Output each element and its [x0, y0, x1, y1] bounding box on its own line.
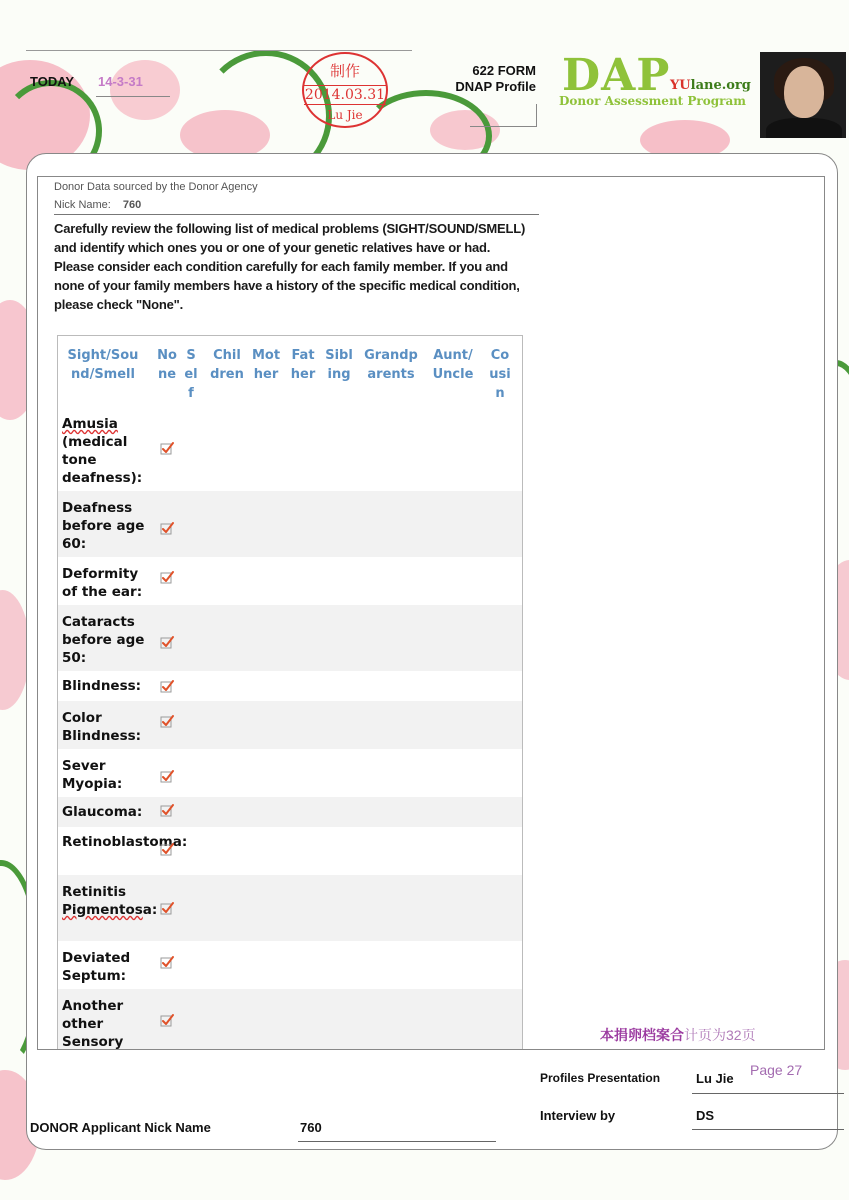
interview-label: Interview by	[540, 1108, 616, 1123]
stamp-date: 2014.03.31	[304, 87, 386, 103]
header-none: No ne	[157, 348, 177, 382]
stamp-name: Lu Jie	[327, 108, 363, 122]
header-sibling: Sibl ing	[325, 348, 353, 382]
applicant-underline	[298, 1141, 496, 1142]
document-frame	[37, 176, 825, 1050]
none-checkmark-icon[interactable]	[160, 842, 174, 856]
presenter-underline	[692, 1093, 844, 1094]
condition-label: Cataracts before age 50:	[62, 614, 145, 666]
condition-label: Glaucoma:	[62, 804, 143, 820]
today-underline	[96, 96, 170, 97]
header-rule	[26, 50, 412, 51]
table-row	[58, 875, 522, 941]
form-title	[420, 63, 536, 95]
donor-photo	[760, 52, 846, 138]
yulane-prefix: YU	[670, 78, 691, 93]
table-row	[58, 671, 522, 701]
interviewer-underline	[692, 1129, 844, 1130]
condition-label: Retinoblastoma:	[62, 834, 188, 850]
table-row	[58, 491, 522, 557]
interviewer-name: DS	[696, 1108, 715, 1123]
condition-label: Blindness:	[62, 678, 142, 694]
none-checkmark-icon[interactable]	[160, 521, 174, 535]
condition-label: Another other Sensory	[62, 998, 124, 1050]
table-row	[58, 411, 522, 491]
today-date: 14-3-31	[98, 74, 143, 89]
condition-label: Deafness before age 60:	[62, 500, 145, 552]
header-aunt-uncle: Aunt/ Uncle	[432, 348, 474, 382]
none-checkmark-icon[interactable]	[160, 714, 174, 728]
table-row	[58, 827, 522, 875]
today-label: TODAY	[30, 74, 75, 89]
condition-label: Sever Myopia:	[62, 758, 123, 792]
table-header	[58, 336, 522, 411]
table-row	[58, 797, 522, 827]
header-father: Fat her	[290, 348, 316, 382]
header-grandparents: Grandp arents	[364, 348, 418, 382]
none-checkmark-icon[interactable]	[160, 570, 174, 584]
yulane-logo	[670, 78, 751, 93]
yulane-suffix: lane.org	[690, 78, 751, 93]
form-code: 622 FORM	[472, 63, 536, 78]
page-count-note	[600, 1025, 756, 1045]
condition-label: Color Blindness:	[62, 710, 142, 744]
table-row	[58, 557, 522, 605]
none-checkmark-icon[interactable]	[160, 679, 174, 693]
nick-label: Nick Name:	[54, 199, 111, 211]
page-number: Page 27	[750, 1062, 803, 1078]
applicant-nick-value: 760	[300, 1120, 322, 1135]
header-self: S el f	[184, 348, 198, 401]
condition-label: Amusia (medical tone deafness):	[62, 416, 143, 486]
nick-value: 760	[122, 199, 142, 211]
instructions: Carefully review the following list of medical problems (SIGHT/SOUND/SMELL) and identify which ones you or one of your genetic relatives have or had. Please consider each condition carefully for each family member. If you and none of your family members have a history of the specific medical condition, please check "None".	[54, 221, 526, 312]
source-note: Donor Data sourced by the Donor Agency	[54, 181, 258, 193]
header-cousin: Co usi n	[489, 348, 511, 401]
red-seal-stamp	[302, 52, 388, 128]
applicant-label: DONOR Applicant Nick Name	[30, 1120, 211, 1135]
condition-label: Retinitis Pigmentosa:	[62, 884, 158, 918]
none-checkmark-icon[interactable]	[160, 901, 174, 915]
page-count-note-light: 计页为32页	[684, 1027, 756, 1043]
dap-subtitle: Donor Assessment Program	[559, 94, 746, 108]
none-checkmark-icon[interactable]	[160, 635, 174, 649]
stamp-text-top: 制作	[329, 62, 360, 80]
condition-label: Deformity of the ear:	[62, 566, 143, 600]
table-row	[58, 989, 522, 1050]
header-mother: Mot her	[251, 348, 281, 382]
table-row	[58, 941, 522, 989]
form-title-bracket	[470, 104, 537, 127]
nick-name-row	[54, 199, 141, 211]
medical-history-table	[57, 335, 523, 1050]
none-checkmark-icon[interactable]	[160, 1013, 174, 1027]
page-count-note-strong: 本捐卵档案合	[600, 1027, 684, 1043]
condition-label: Deviated Septum:	[62, 950, 131, 984]
dap-logo: DAP	[562, 50, 671, 101]
form-name: DNAP Profile	[455, 79, 536, 94]
none-checkmark-icon[interactable]	[160, 769, 174, 783]
table-row	[58, 701, 522, 749]
header-condition: Sight/Sou nd/Smell	[67, 348, 139, 382]
presentation-label: Profiles Presentation	[540, 1071, 661, 1085]
presenter-name: Lu Jie	[696, 1071, 734, 1086]
none-checkmark-icon[interactable]	[160, 441, 174, 455]
table-row	[58, 749, 522, 797]
none-checkmark-icon[interactable]	[160, 955, 174, 969]
header-children: Chil dren	[210, 348, 244, 382]
table-row	[58, 605, 522, 671]
nick-underline	[54, 214, 539, 215]
none-checkmark-icon[interactable]	[160, 803, 174, 817]
